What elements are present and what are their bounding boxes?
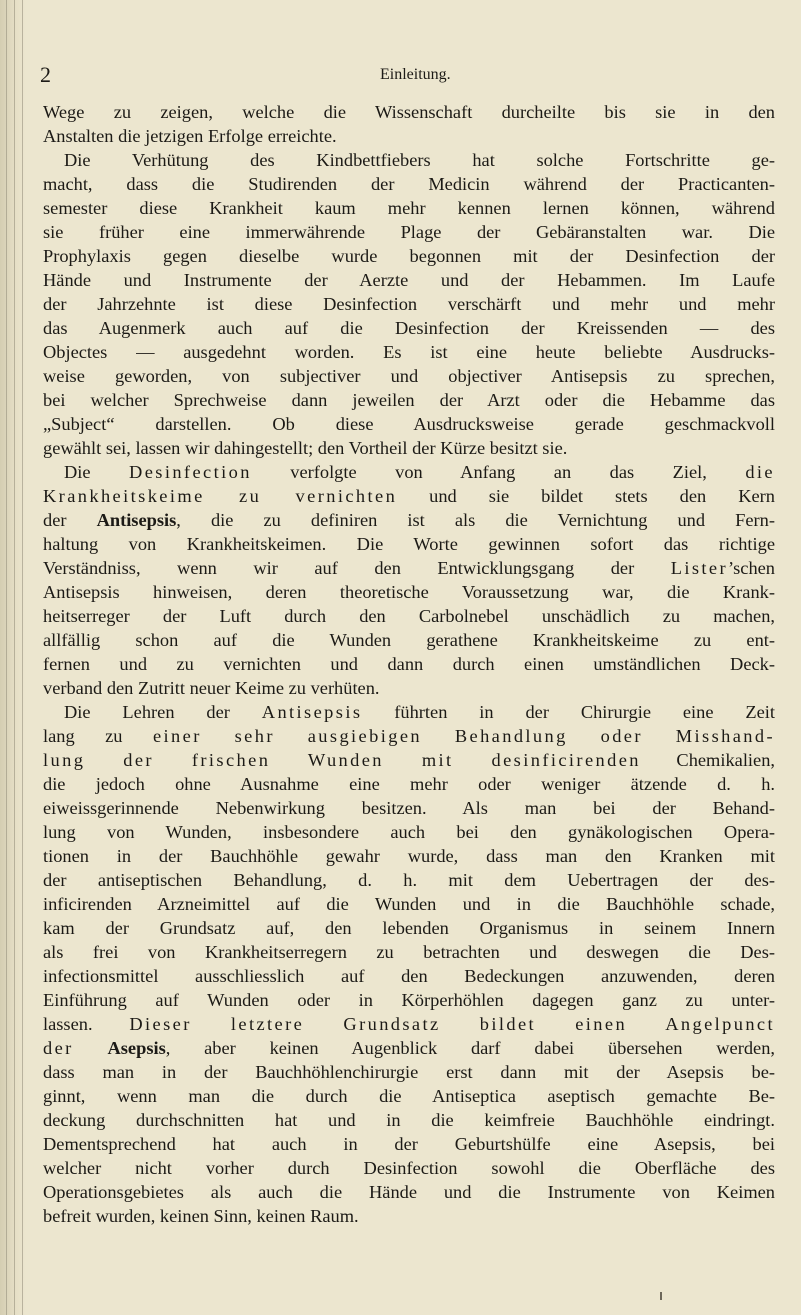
text-line: ginnt, wenn man die durch die Antiseptica aseptisch gemachte Be- [43, 1086, 775, 1106]
text-run: ’schen [728, 558, 775, 578]
text-line: heitserreger der Luft durch den Carbolnebel unschädlich zu machen, [43, 606, 775, 626]
text-line: kam der Grundsatz auf, den lebenden Organismus in seinem Innern [43, 918, 775, 938]
text-line: Wege zu zeigen, welche die Wissenschaft durcheilte bis sie in den [43, 102, 775, 122]
text-line: verband den Zutritt neuer Keime zu verhüten. [43, 678, 380, 698]
spaced-emphasis: der [43, 1038, 74, 1058]
text-line: welcher nicht vorher durch Desinfection sowohl die Oberfläche des [43, 1158, 775, 1178]
spine-rule [22, 0, 23, 1315]
spaced-emphasis: lung der frischen Wunden mit desinficirenden [43, 750, 641, 770]
text-line: Anstalten die jetzigen Erfolge erreichte. [43, 126, 337, 146]
bold-term: Antisepsis [96, 510, 177, 530]
text-line [43, 700, 775, 724]
bold-term: Asepsis [107, 1038, 166, 1058]
text-line [43, 748, 775, 772]
body-text [43, 100, 775, 1228]
text-line: Objectes — ausgedehnt worden. Es ist eine heute beliebte Ausdrucks- [43, 342, 775, 362]
text-line [43, 556, 775, 580]
text-line: als frei von Krankheitserregern zu betrachten und deswegen die Des- [43, 942, 775, 962]
spaced-emphasis: Krankheitskeime zu vernichten [43, 486, 398, 506]
text-line: infectionsmittel ausschliesslich auf den Bedeckungen anzuwenden, deren [43, 966, 775, 986]
text-run: lassen. [43, 1014, 130, 1034]
text-line [43, 484, 775, 508]
text-line: das Augenmerk auch auf die Desinfection der Kreissenden — des [43, 318, 775, 338]
text-line: Einführung auf Wunden oder in Körperhöhlen dagegen ganz zu unter- [43, 990, 775, 1010]
text-run: lang zu [43, 726, 153, 746]
text-line: tionen in der Bauchhöhle gewahr wurde, dass man den Kranken mit [43, 846, 775, 866]
text-line: inficirenden Arzneimittel auf die Wunden und in die Bauchhöhle schade, [43, 894, 775, 914]
text-line: bei welcher Sprechweise dann jeweilen der Arzt oder die Hebamme das [43, 390, 775, 410]
text-line [43, 1012, 775, 1036]
text-line [43, 1036, 775, 1060]
text-line: Prophylaxis gegen dieselbe wurde begonnen mit der Desinfection der [43, 246, 775, 266]
text-line: eiweissgerinnende Nebenwirkung besitzen. Als man bei der Behand- [43, 798, 775, 818]
spaced-emphasis: einer sehr ausgiebigen Behandlung oder Misshand- [152, 726, 776, 746]
text-line: weise geworden, von subjectiver und objectiver Antisepsis zu sprechen, [43, 366, 775, 386]
text-line [43, 460, 775, 484]
text-run: verfolgte von Anfang an das Ziel, [251, 462, 746, 482]
text-line: Dementsprechend hat auch in der Geburtshülfe eine Asepsis, bei [43, 1134, 775, 1154]
running-title: Einleitung. [380, 66, 451, 83]
text-line: dass man in der Bauchhöhlenchirurgie erst dann mit der Asepsis be- [43, 1062, 775, 1082]
text-run: Verständniss, wenn wir auf den Entwicklungsgang der [43, 558, 671, 578]
spine-rule [14, 0, 15, 1315]
text-line: sie früher eine immerwährende Plage der Gebäranstalten war. Die [43, 222, 775, 242]
text-run: führten in der Chirurgie eine Zeit [362, 702, 775, 722]
text-run: Die [64, 462, 130, 482]
text-line: „Subject“ darstellen. Ob diese Ausdrucksweise gerade geschmackvoll [43, 414, 775, 434]
page-number: 2 [40, 62, 51, 87]
page-header [40, 62, 780, 92]
text-run: und sie bildet stets den Kern [397, 486, 775, 506]
text-line [43, 508, 775, 532]
text-line: allfällig schon auf die Wunden gerathene Krankheitskeime zu ent- [43, 630, 775, 650]
text-line: fernen und zu vernichten und dann durch einen umständlichen Deck- [43, 654, 775, 674]
text-run: Die Lehren der [64, 702, 262, 722]
text-run: , aber keinen Augenblick darf dabei übersehen werden, [165, 1038, 775, 1058]
book-spine-shadow [0, 0, 26, 1315]
text-line: befreit wurden, keinen Sinn, keinen Raum. [43, 1206, 359, 1226]
text-line [43, 724, 775, 748]
text-line: macht, dass die Studirenden der Medicin während der Practicanten- [43, 174, 775, 194]
spine-rule [6, 0, 7, 1315]
text-line: lung von Wunden, insbesondere auch bei den gynäkologischen Opera- [43, 822, 775, 842]
spaced-emphasis: Lister [670, 558, 729, 578]
spaced-emphasis: die [745, 462, 775, 482]
print-mark [660, 1292, 662, 1300]
spaced-emphasis: Desinfection [129, 462, 252, 482]
text-line: der antiseptischen Behandlung, d. h. mit dem Uebertragen der des- [43, 870, 775, 890]
spaced-emphasis: Antisepsis [261, 702, 363, 722]
text-line: Antisepsis hinweisen, deren theoretische Voraussetzung war, die Krank- [43, 582, 775, 602]
text-line: der Jahrzehnte ist diese Desinfection verschärft und mehr und mehr [43, 294, 775, 314]
text-run: Chemikalien, [640, 750, 775, 770]
text-line: semester diese Krankheit kaum mehr kennen lernen können, während [43, 198, 775, 218]
text-run: der [43, 510, 97, 530]
text-line: Operationsgebietes als auch die Hände und die Instrumente von Keimen [43, 1182, 775, 1202]
text-line: deckung durchschnitten hat und in die keimfreie Bauchhöhle eindringt. [43, 1110, 775, 1130]
text-line: gewählt sei, lassen wir dahingestellt; den Vortheil der Kürze besitzt sie. [43, 438, 568, 458]
text-line: haltung von Krankheitskeimen. Die Worte gewinnen sofort das richtige [43, 534, 775, 554]
spaced-emphasis: Dieser letztere Grundsatz bildet einen Angelpunct [129, 1014, 776, 1034]
text-run [74, 1038, 108, 1058]
text-line: die jedoch ohne Ausnahme eine mehr oder weniger ätzende d. h. [43, 774, 775, 794]
text-line: Die Verhütung des Kindbettfiebers hat solche Fortschritte ge- [64, 150, 775, 170]
text-run: , die zu definiren ist als die Vernichtung und Fern- [176, 510, 775, 530]
text-line: Hände und Instrumente der Aerzte und der Hebammen. Im Laufe [43, 270, 775, 290]
